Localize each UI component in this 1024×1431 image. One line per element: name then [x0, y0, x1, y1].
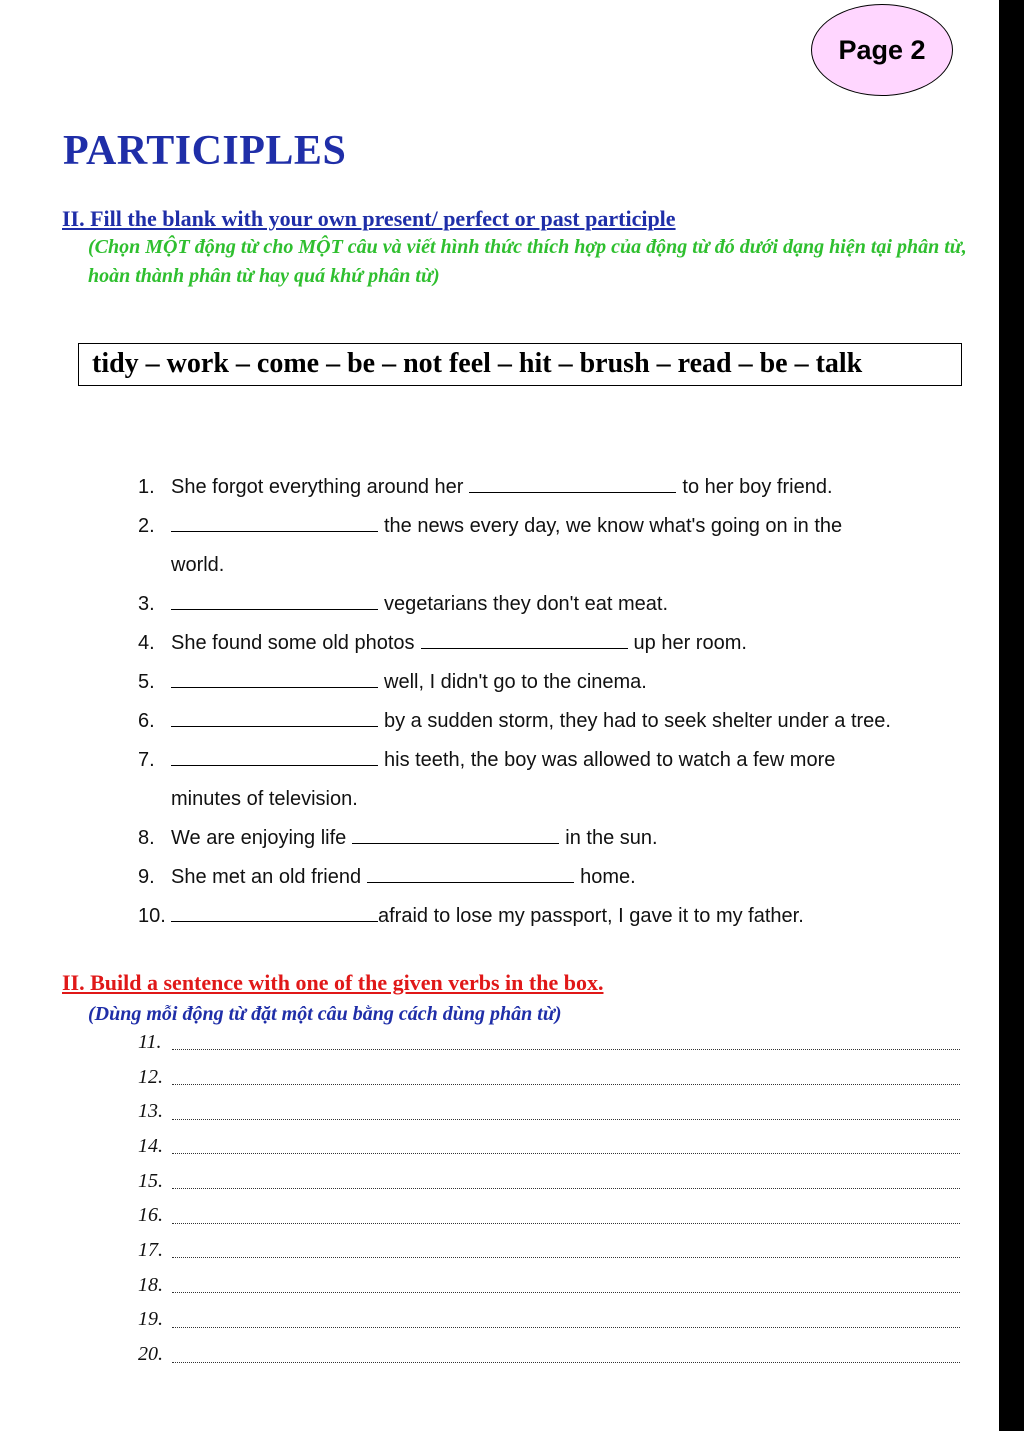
- item-number: 8.: [138, 827, 155, 849]
- dotted-answer-line[interactable]: [172, 1048, 960, 1050]
- exercise-item: [138, 663, 978, 702]
- dotted-answer-line[interactable]: [172, 1222, 960, 1224]
- dotted-answer-line[interactable]: [172, 1361, 960, 1363]
- dotted-answer-line[interactable]: [172, 1152, 960, 1154]
- item-text-after: to her boy friend.: [682, 476, 833, 498]
- item-text-after: afraid to lose my passport, I gave it to my father.: [378, 905, 804, 927]
- answer-blank[interactable]: [421, 647, 628, 649]
- sentence-line: [138, 1025, 960, 1060]
- sentence-line: [138, 1060, 960, 1095]
- item-continuation: world.: [171, 554, 225, 576]
- item-text-after: the news every day, we know what's going on in the: [384, 515, 843, 537]
- answer-blank[interactable]: [171, 725, 378, 727]
- sentence-line: [138, 1129, 960, 1164]
- section2-instruction: (Dùng mỗi động từ đặt một câu bằng cách dùng phân từ): [88, 1003, 562, 1025]
- answer-blank[interactable]: [171, 920, 378, 922]
- item-text-after: in the sun.: [565, 827, 658, 849]
- exercise-item: [138, 624, 978, 663]
- section2-heading: II. Build a sentence with one of the given verbs in the box.: [62, 970, 604, 995]
- sentence-lines: [138, 1025, 960, 1372]
- sentence-line: [138, 1233, 960, 1268]
- section1-instruction: (Chọn MỘT động từ cho MỘT câu và viết hình thức thích hợp của động từ đó dưới dạng hiện tại phân từ, hoàn thành phân từ hay quá khứ phân từ): [88, 236, 967, 287]
- answer-blank[interactable]: [171, 608, 378, 610]
- line-number: 13.: [138, 1100, 163, 1123]
- item-number: 4.: [138, 632, 155, 654]
- item-number: 1.: [138, 476, 155, 498]
- item-number: 5.: [138, 671, 155, 693]
- exercise-item: [138, 507, 978, 546]
- item-number: 2.: [138, 515, 155, 537]
- sentence-line: [138, 1303, 960, 1338]
- item-text-before: She forgot everything around her: [171, 476, 464, 498]
- item-number: 6.: [138, 710, 155, 732]
- item-text-before: We are enjoying life: [171, 827, 347, 849]
- item-text-after: home.: [580, 866, 636, 888]
- sentence-line: [138, 1198, 960, 1233]
- line-number: 14.: [138, 1134, 163, 1157]
- answer-blank[interactable]: [367, 881, 574, 883]
- sentence-line: [138, 1268, 960, 1303]
- line-number: 17.: [138, 1238, 163, 1261]
- answer-blank[interactable]: [171, 686, 378, 688]
- exercise-item: [138, 819, 978, 858]
- item-text-after: by a sudden storm, they had to seek shelter under a tree.: [384, 710, 891, 732]
- dotted-answer-line[interactable]: [172, 1187, 960, 1189]
- exercise-item: [138, 858, 978, 897]
- dotted-answer-line[interactable]: [172, 1291, 960, 1293]
- sentence-line: [138, 1164, 960, 1199]
- sentence-line: [138, 1337, 960, 1372]
- exercise-item: [138, 897, 978, 936]
- answer-blank[interactable]: [171, 530, 378, 532]
- exercise-item: [138, 468, 978, 507]
- exercise-item: [138, 585, 978, 624]
- fill-blank-exercise: [138, 468, 978, 936]
- item-number: 10.: [138, 905, 166, 927]
- sentence-line: [138, 1094, 960, 1129]
- line-number: 16.: [138, 1204, 163, 1227]
- item-number: 9.: [138, 866, 155, 888]
- verb-word-box: tidy – work – come – be – not feel – hit – brush – read – be – talk: [78, 343, 962, 386]
- answer-blank[interactable]: [352, 842, 559, 844]
- dotted-answer-line[interactable]: [172, 1118, 960, 1120]
- item-text-before: She met an old friend: [171, 866, 362, 888]
- line-number: 15.: [138, 1169, 163, 1192]
- section1-heading: II. Fill the blank with your own present/ perfect or past participle: [62, 206, 676, 231]
- page-title: PARTICIPLES: [63, 128, 347, 174]
- line-number: 20.: [138, 1343, 163, 1366]
- line-number: 18.: [138, 1273, 163, 1296]
- page-number-badge: Page 2: [811, 4, 953, 96]
- item-number: 3.: [138, 593, 155, 615]
- item-text-after: vegetarians they don't eat meat.: [384, 593, 668, 615]
- exercise-item: [138, 702, 978, 741]
- item-text-after: his teeth, the boy was allowed to watch a few more: [384, 749, 836, 771]
- dotted-answer-line[interactable]: [172, 1326, 960, 1328]
- line-number: 19.: [138, 1308, 163, 1331]
- item-continuation: minutes of television.: [171, 788, 358, 810]
- line-number: 11.: [138, 1030, 162, 1053]
- item-text-before: She found some old photos: [171, 632, 415, 654]
- answer-blank[interactable]: [171, 764, 378, 766]
- line-number: 12.: [138, 1065, 163, 1088]
- exercise-item: [138, 741, 978, 780]
- dotted-answer-line[interactable]: [172, 1083, 960, 1085]
- answer-blank[interactable]: [469, 491, 676, 493]
- item-text-after: well, I didn't go to the cinema.: [384, 671, 647, 693]
- item-text-after: up her room.: [633, 632, 747, 654]
- item-number: 7.: [138, 749, 155, 771]
- dotted-answer-line[interactable]: [172, 1256, 960, 1258]
